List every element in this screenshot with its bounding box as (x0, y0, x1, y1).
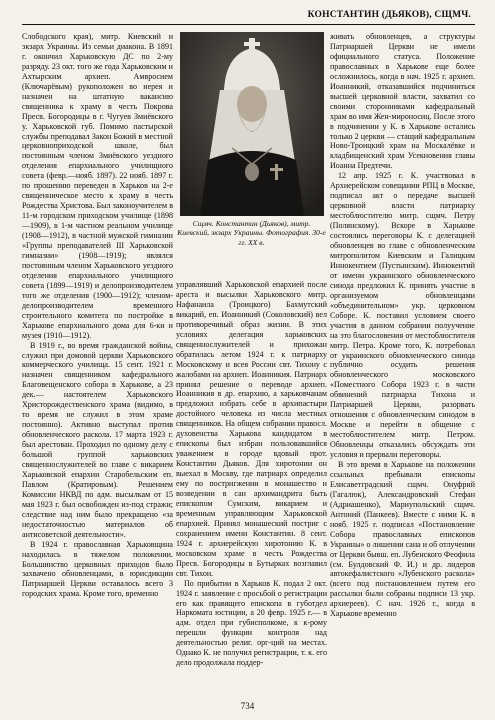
paragraph: В 1924 г. православная Харьковщина находилась в тяжелом положении. Большинство церковных приходов было захвачено обновленцами, в юрисдикции Патриаршей Церкви оставалось всего 3 городских храма. Кроме того, временно (22, 539, 173, 599)
paragraph: В 1919 г., во время гражданской войны, служил при домовой церкви Харьковского коммерческого училища. 15 сент. 1921 г. назначен священником кафедрального Благовещенского собора в Харькове, а 23 дек.— настоятелем Харьковского Христорождественского храма (видимо, в то время не служил в этом храме постоянно). Активно выступал против обновленческого раскола. 17 марта 1923 г. был арестован. Проходил по одному делу с большой группой харьковских священнослужителей во главе с викарием Харьковской епархии Старобельским еп. Павлом (Кратировым). Решением Комиссии НКВД по адм. высылкам от 15 мая 1923 г. был освобожден из-под стражи; следствие над ним было прекращено «за недостаточностью материалов об антисоветской деятельности». (22, 340, 173, 539)
paragraph: 12 апр. 1925 г. К. участвовал в Архиерейском совещании РПЦ в Москве, подписал акт о передаче высшей церковной власти патриарху местоблюстителю митр. сщмч. Петру (Полянскому). Вскоре в Харькове состоялись переговоры К. с делегацией обновленцев во главе с обновленческим митрополитом Киевским и Галицким Иннокентием (Пустынским). Иннокентий от имени украинского обновленческого синода предложил К. принять участие в организуемом обновленцами «объединительном» укр. церковном Соборе. К. поставил условием своего участия в данном собрании полуучение на это благословения от местоблюстителя митр. Петра. Кроме того, К. потребовал от украинского обновленческого синода публично осудить решения обновленческого московского «Поместного Собора 1923 г. в части обвинений патриарха Тихона и Патриаршей Церкви, разорвать отношения с обновленческим синодом в Москве и перейти в общение с местоблюстителем митр. Петром. Обновленцы отказались обсуждать эти условия и прервали переговоры. (330, 171, 475, 460)
text-column-right (330, 32, 475, 700)
page-number: 734 (240, 701, 255, 711)
paragraph: Слободского края), митр. Киевский и экзарх Украины. Из семьи диакона. В 1891 г. окончил Харьковскую ДС по 2-му разряду. 23 окт. того же года Харьковским и Ахтырским архиеп. Амвросием (Ключарёвым) рукоположен во иерея и назначен на штатную вакансию священника к храму в честь Покрова Пресв. Богородицы в г. Чугуев Змиёвского у. Харьковской губ. Помимо пастырской службы преподавал Закон Божий в местной церковноприходской школе, был постоянным членом Змиёвского уездного отделения епархиального училищного совета (февр.—нояб. 1897). 22 нояб. 1897 г. по прошению переведен в Харьков на 2-е священническое место к храму в честь Рождества Христова. Был законоучителем в 11-м городском приходском училище (1898—1909), в 1-м частном реальном училище (1908—1912), в частной мужской гимназии «Группы преподавателей III Харьковской гимназии» (1908—1919); являлся постоянным членом Харьковского уездного отделения епархиального училищного совета (1899—1919) и делопроизводителем того же отделения (1900—1912); членом-делопроизводителем временного строительного комитета по постройке в Харькове епархиального дома для 6-ки и музея (1910—1912). (22, 32, 173, 340)
running-header (22, 8, 475, 25)
portrait-image (180, 32, 324, 216)
text-column-left (22, 32, 173, 700)
paragraph: управлявший Харьковской епархией после ареста и высылки Харьковского митр. Нафанаила (Троицкого) Бахмутский викарий, еп. Иоанникий (Соколовский) вел противоречивый образ жизни. В этих условиях делегация харьковских священнослужителей и прихожан обратилась летом 1924 г. к патриарху Московскому и всея России свт. Тихону с жалобами на архиеп. Иоанникия. Патриарх принял решение о переводе архиеп. Иоанникия в др. епархию, а харьковчанам предложил избрать себе в архипастыри достойного человека из числа местных священников. На общем собрании правосл. духовенства Харькова кандидатом в епископы был избран пользовавшийся уважением в городе вдовый прот. Константин Дьяков. Для хиротонии он выехал в Москву, где патриарх определил ему по постригжении в монашество и возведении в сан архимандрита быть епископом Сумским, викарием и временным управляющим Харьковской епархией. Принял монашеский постриг с сохранением имени Константин. 8 сент. 1924 г. архиерейскую хиротонию К. в московском храме в честь Рождества Пресв. Богородицы в Бутырках возглавил свт. Тихон. (176, 280, 327, 578)
paragraph: живать обновленцев, а структуры Патриаршей Церкви не имели официального статуса. Положение православных в Харькове еще более осложнилось, когда в нач. 1925 г. архиеп. Иоанникий, отказавшийся подчиниться высшей церковной власти, захватил со своими сторонниками кафедральный храм во имя Жен-мироносиц. После этого в подчинении у К. в Харькове остались только 2 церкви — стащий кафедральным Ново-Троицкий храм на Москалёвке и кладбищенский храм Усекновения главы Иоанна Предтечи. (330, 32, 475, 171)
portrait-photo (180, 32, 324, 216)
running-header-title: КОНСТАНТИН (ДЬЯКОВ), СЩМЧ. (307, 10, 471, 20)
figure-caption: Сщмч. Константин (Дьяков), митр. Киевский, экзарх Украины. Фотография. 30-е гг. XX в. (177, 219, 326, 247)
text-column-middle (176, 280, 327, 700)
paragraph: По прибытии в Харьков К. подал 2 окт. 1924 г. заявление с просьбой о регистрации его как правящего епископа в губотдел Наркомата юстиции, а 20 февр. 1925 г.— в адм. отдел при губисполкоме, к к-рому перешли функции контроля над деятельностью религ. орг-ций на местах. Однако К. не получил регистрации, т. к. его дело продолжала поддер- (176, 578, 327, 668)
paragraph: В это время в Харькове на положении ссыльных пребывали епископы Елисаветградский сщмч. Онуфрий (Гагалюк), Александровский Стефан (Адриашенко), Мариупольский сщмч. Антоний (Панкеев). Вместе с ними К. в нояб. 1925 г. подписал «Постановление Собора православных епископов Украины» о лишении сана и об отлучении от Церкви бывш. еп. Лубенского Феофила (см. Булдовский Ф. И.) и др. лидеров автокефалистского «Лубенского раскола» (всего под постановлением путем его рассылки были собраны подписи 13 укр. архиереев). С нач. 1926 г., когда в Харькове временно (330, 459, 475, 619)
